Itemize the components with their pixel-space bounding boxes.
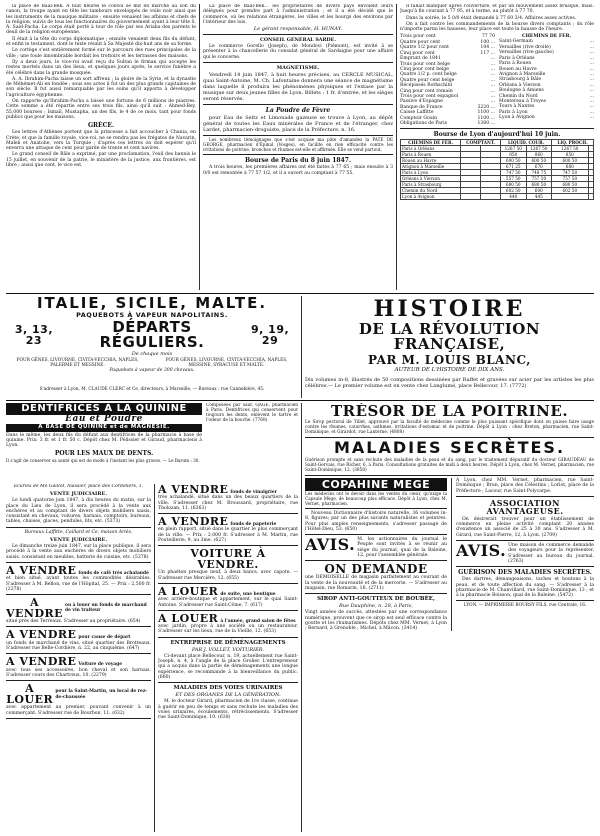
vendre-title: VOITURE À VENDRE. (190, 547, 266, 572)
rate-value: ... (589, 55, 594, 61)
rate-value: 1100 ... (477, 115, 495, 121)
sirop-title: SIROP ANTI-GOUTTEUX DE BOUBÉE, (317, 596, 435, 603)
divider (6, 527, 151, 528)
table-cell: 1267 50 (526, 146, 552, 152)
vendre-heading (6, 597, 151, 619)
vendre-ad (6, 683, 151, 719)
vendre-ad (158, 586, 298, 611)
dates-right: 9, 19, 29 (251, 322, 290, 347)
association-text: On désirerait trouver pour un établissement de commerce en pleine activité comptant 20 années d'existence un associé de 25 à 30 ans. S'adresser à M. Girard, rue Saint-Pierre, 12, à Lyon. (2709) (455, 516, 594, 538)
rate-value: ... (490, 99, 495, 105)
sirop-sub: Rue Dauphine, n. 28, à Paris, (339, 603, 413, 610)
author-sub: AUTEUR DE L'HISTOIRE DE DIX ANS. (394, 367, 505, 373)
vente-source: Écuries de Me Gaillot, huissier, place des Cordeliers, 1. (13, 484, 144, 489)
table-cell: Orléans à Vierzon (401, 176, 461, 182)
vendre-title: A LOUER (158, 611, 219, 625)
rate-value: 104 ... (480, 45, 495, 51)
vendre-heading (6, 683, 151, 705)
dentifrices-foot2: Il s'agit de conserver sa santé qui est de mode à l'instant les plus graves. — Le Barum : 30. (6, 458, 200, 464)
rate-label: Lyon à Avignon (499, 115, 535, 121)
table-row (401, 194, 594, 200)
rate-value: ... (589, 109, 594, 115)
gerant-line: Le gérant responsable, H. HUNAY. (253, 26, 343, 33)
table-cell: 600 50 (526, 158, 552, 164)
vendre-heading (158, 484, 298, 495)
rate-label: Comptoir Gouin (400, 115, 438, 121)
heading-poudre-fevre: La Poudre de Fèvre (265, 107, 331, 115)
heading-magnetisme: MAGNÉTISME. (276, 65, 320, 72)
rate-value: 77 70 (481, 34, 495, 40)
vendre-text: et bien situé, ayant toutes les commodités désirables. S'adresser à M. Bellon, rue de l'Hôpital, 25. — Prix : 2,500 fr. (2278) (6, 576, 151, 592)
rate-label: Quatre pour cent (400, 39, 441, 45)
rate-label: Paris à Rouen (499, 61, 532, 67)
rate-label: Banque de France (400, 104, 443, 110)
table-cell: 600 50 (552, 158, 588, 164)
rate-value: ... (589, 115, 594, 121)
newspaper-page (6, 4, 594, 832)
rate-value: ... (490, 61, 495, 67)
rate-label: Tours à Nantes (499, 104, 535, 110)
table-cell: 850 (552, 152, 588, 158)
side-ad-text: A Lyon, chez MM. Vernet, pharmacien, rue Saint-Dominique ; Brun, place des Célestins ; Loriot, place de la Préfecture ; Lacour, rue Saint-Polycarpe. (455, 478, 594, 494)
copahine-title: COPAHINE MEGE (305, 478, 447, 491)
vendre-title: A VENDRE (158, 484, 229, 496)
sirop-text: Vingt années de succès, attestées par une correspondance numérique, prouvent que ce sirop est seul efficace contre la goutte et les rhumatismes. Dépôts chez MM. Vernet, à Lyon ; Bernard, à Grenoble ; Michel, à Mâcon. (3414) (305, 610, 447, 632)
vendre-ad (6, 597, 151, 627)
rate-label: Quatre pour cent belge (400, 77, 455, 83)
table-cell: Paris à Orléans (401, 146, 461, 152)
article-paragraph: On a fait contre les commandements de la bourse divers comptants ; du rôle n'importe parmi les hausses, leur place est toute la hausse de l'heure. (400, 21, 594, 33)
rate-label: Cinq pour cent (400, 50, 435, 56)
departs-title: DÉPARTS RÉGULIERS. (99, 317, 205, 351)
vendre-subtitle: fonds de papeterie (230, 522, 277, 528)
maladies-urinaires-sub: ET DES ORGANES DE LA GÉNÉRATION. (175, 692, 281, 699)
heading-bourse-paris: Bourse de Paris du 8 juin 1847. (244, 157, 352, 165)
rate-value: ... (490, 66, 495, 72)
article-paragraph: La place de Baal-Bek... les propriétaires de divers pays envoient leurs délégués pour prendre part à l'administration ; et il a été décidé que le commerce, où les relations étrangères, les villes et les bourgs des environs par l'intérieur des lois. (203, 4, 393, 25)
vendre-text: très achalandé, situé dans un des beaux quartiers de la ville. S'adresser chez M. Broussard, propriétaire, rue Tholozan, 11. (6363) (158, 495, 298, 511)
table-cell: 680 50 (526, 182, 552, 188)
vendre-heading (6, 656, 151, 667)
divider (6, 594, 151, 595)
tresor-title: TRÉSOR DE LA POITRINE. (330, 403, 569, 420)
table-cell (481, 194, 501, 200)
column-3 (400, 4, 594, 290)
article-paragraph: Les lettres d'Athènes portent que la princesse a fait accoucher à Chania, en Crète, et que la famille royale, vice-roi, ne se rendra pas les frégates de Navarin, Malek et Anatolie, vers la Turquie ; d'après ces lettres on doit espérer qu'il enverra une attaque de cent pour garde de trente et cent navires. (6, 130, 196, 152)
banner-subtitle: PAQUEBOTS À VAPEUR NAPOLITAINS. (76, 311, 228, 319)
table-cell: 602 50 (500, 188, 526, 194)
heading-chemins-fer: CHEMINS DE FER. (521, 34, 572, 40)
vente-text: Le dimanche treize juin 1847, sur la place publique, il sera procédé à la vente aux enchères de divers objets mobiliers saisis, consistant en meubles, batterie de cuisine, etc. (5378) (6, 544, 151, 560)
article-paragraph: Ily a deux jours, le vice-roi avait reçu du Sultan le firman qui accepte les restes mortels dans un des lieux, et quelques jours après, le service funèbre a été célébré dans la grande mosquée. (6, 59, 196, 76)
imprimerie-footer: LYON. — IMPRIMERIE BOURSY FILS, rue Centrale, 16. (463, 603, 587, 609)
vendre-subtitle: fonds de vinaigrier (230, 490, 277, 495)
vendre-text: Un phaéton presque neuf, à deux bancs, avec capote. — S'adresser rue Mercière, 12. (655) (158, 570, 298, 581)
rate-label: Orléans à Vierzon (499, 82, 541, 88)
divider (6, 653, 151, 654)
maladies-urinaires-text: M. le docteur Girard, pharmacien de 1re classe, continue à guérir en peu de temps et sans rechute les maladies des voies urinaires, écoulements, rétrécissements. S'adresser rue Saint-Dominique, 10. (638) (158, 699, 298, 721)
vendre-ad (6, 629, 151, 654)
article-paragraph: Il fallait manquer après l'ouverture, et par un mouvement assez brusque, mais. Jusqu'à fin courant à 77 95, et à terme, au plutôt à 77 70. (400, 4, 594, 15)
vendre-text: en plein rapport, situé dans le quartier le plus commerçant de la ville. — Prix : 2,000 fr. S'adresser à M. Martin, rue Pouteillerie, 9, au 3me. (627) (158, 527, 298, 544)
rate-value: ... (589, 71, 594, 77)
banner-address: S'adresser à Lyon, M. CLAUDE CLERC et Ce, directeurs, à Marseille, — Bureaux : rue Cannebière, 45. (39, 387, 265, 393)
article-paragraph: Dans la soirée, le 5 0/0 était demandé à 77 60 3/4. Affaires assez actives. (406, 15, 577, 21)
rate-label: Trois pour cent belge (400, 61, 450, 67)
histoire-desc: Dix volumes in-8, illustrés de 50 compositions dessinées par Raffet et gravées sur acier par les artistes les plus célèbres.— Le premier volume est en vente chez Langlumé, place Bellecour, 17. (7772) (305, 377, 594, 389)
vendre-heading (6, 629, 151, 640)
table-cell (552, 194, 588, 200)
paris-rates-list (400, 34, 495, 126)
rate-value: 3220 ... (477, 104, 495, 110)
histoire-title: HISTOIRE (373, 296, 526, 322)
rate-value: ... (589, 104, 594, 110)
banner-title: ITALIE, SICILE, MALTE. (36, 296, 268, 312)
rate-label: Emprunt de 1841 (400, 56, 441, 62)
vente-heading: VENTE JUDICIAIRE. (49, 537, 108, 544)
avis-text: M. les actionnaires du journal le Peuple sont invités à se réunir au siège du journal, quai de la Baleine, 12, pour l'assemblée générale. (357, 537, 447, 559)
vendre-subtitle: de suite, une boutique (220, 591, 276, 597)
on-demande-title: ON DEMANDE (324, 562, 428, 577)
article-paragraph: Vendredi 14 juin 1847, à huit heures précises, au CERCLE MUSICAL, quai Saint-Antoine, M. Ch. Lafontaine donnera une séance de magnétisme dans laquelle il produira les phénomènes physiques et l'extase par la musique sur deux jeunes filles de Lyon. Billets : 1 fr. d'entrée, et les sièges seront réservés. (203, 72, 393, 103)
on-demande-text: une DEMOISELLE de magasin parfaitement au courant de la vente de la nouveauté et de la mercerie. — S'adresser au magasin, rue Romarin, 16. (2711) (305, 575, 447, 591)
table-cell: 680 50 (500, 182, 526, 188)
vendre-text: avec appartement au premier, pouvant convenir à un commerçant. S'adresser rue de Bourbon, 11. (632) (6, 705, 151, 716)
bourse-lyon-table (400, 139, 594, 200)
rate-label: Cinq pour cent belge (400, 66, 450, 72)
vendre-ad (158, 548, 298, 584)
demenagement-sub: PAR J. VOLLET, VOITURIER. (191, 646, 265, 653)
vente-source: Bureaux Laffitte, Caillard et Ce, maison Ariès. (24, 529, 133, 535)
rate-label: Caisse Laffitte (400, 110, 434, 116)
rate-value: ... (589, 66, 594, 72)
rate-label: Obligations de Paris (400, 120, 447, 126)
table-cell: 748 75 (526, 170, 552, 176)
rate-label: Récépissés Rothschild (400, 83, 452, 89)
divider (6, 562, 151, 563)
table-cell: 445 (526, 194, 552, 200)
ventes-column (6, 484, 151, 832)
vendre-title: A VENDRE (6, 563, 77, 577)
rate-value: ... (589, 93, 594, 99)
ports-right: POUR GÊNES, LIVOURNE, CIVITA-VECCHIA, NAPLES, MESSINE, SYRACUSE ET MALTE. (165, 357, 288, 368)
rate-label: Strasbourg à Bâle (499, 77, 542, 83)
histoire-banner (305, 296, 594, 398)
ports-left: POUR GÊNES, LIVOURNE, CIVITA-VECCHIA, NAPLES, PALERME ET MESSINE. (16, 357, 139, 368)
section-heading-greece: GRÈCE. (87, 122, 115, 130)
table-cell (588, 194, 593, 200)
rate-value: ... (490, 83, 495, 89)
table-cell: 757 50 (552, 176, 588, 182)
table-cell: Lyon à Avignon (401, 194, 461, 200)
vendre-text: avec arrière-boutique et appartement, sur le quai Saint-Antoine. S'adresser rue Saint-Côme, 7. (617) (158, 597, 298, 608)
dentifrices-text: Dans le même, les deux fils du défunt aux dentifrices de la pharmacie à base de quinine. Prix: 3 fr. et 1 fr. 50 c. Dépôt chez M. Pélissier et Giraud, pharmaciens à Lyon. (6, 432, 202, 449)
table-cell: 557 50 (500, 176, 526, 182)
rate-value: ... (490, 56, 495, 62)
rate-value: ... (589, 98, 594, 104)
ventes-column-2 (158, 484, 298, 832)
rate-value: ... (589, 44, 594, 50)
banner-sub: De chaque mois (131, 350, 173, 357)
rate-label: Passive d'Espagne (400, 99, 443, 105)
association-title: ASSOCIATION AVANTAGEUSE. (486, 497, 564, 516)
table-cell: 680 (552, 164, 588, 170)
ships-line: Paquebots à vapeur de 300 chevaux. (109, 368, 195, 374)
dentifrices-title: DENTIFRICES À LA QUININE (6, 403, 202, 415)
heading-bourse-lyon: Bourse de Lyon d'aujourd'hui 10 juin. (433, 131, 561, 139)
table-cell: 850 (500, 152, 526, 158)
heading-conseil-sarde: CONSEIL GÉNÉRAL SARDE. (260, 37, 336, 44)
rate-value: 1380 ... (477, 120, 495, 126)
dentifrices-sub: Eau et Poudre (65, 414, 143, 424)
rate-value: ... (589, 61, 594, 67)
vendre-title: A VENDRE (6, 628, 77, 642)
table-header: LIQ. PROCH. (552, 140, 594, 146)
avis2-title: AVIS. (455, 541, 507, 561)
maladies-urinaires-title: MALADIES DES VOIES URINAIRES (173, 685, 283, 692)
rate-value: 117 ... (480, 50, 495, 56)
guerison-text: Des dartres, démangeaisons, taches et boutons à la peau, et de toute affection du sang. — S'adresser à la pharmacie de M. Chanvillard, rue Saint-Dominique, 13 ; et à la pharmacie Boisson, quai de la Baleine. (5472) (455, 577, 594, 599)
nouveau-text: Nouveau Dictionnaire d'histoire naturelle, 36 volumes in-8, figures; par un des plus savants naturalistes et peintres. Pour plus amples renseignements, s'adresser passage de l'Hôtel-Dieu, 53. (650) (305, 511, 447, 532)
article-paragraph: Le cortège s'est entièrement formé sur le parcours des rues principales de la ville ; une foule innombrable bordait les trottoirs et les terrasses des maisons. (6, 48, 196, 59)
vendre-subtitle: à l'année, grand salon de fêtes (220, 618, 296, 624)
pate-text: Composées par sauf. GAGE, pharmacien à Paris. Dentifrices qui conservent pour toujours les dents, enlèvent le tartre et l'odeur de la bouche. (7768) (206, 403, 298, 423)
article-paragraph: Il était à la tête du corps diplomatique ; ensuite venaient deux fils du défunt, et enfin le testament, dont le texte réunit à Sa Majesté dix-huit ans de sa forme. (6, 36, 196, 48)
article-paragraph: A. A. Ibrahim-Pacha laisse un sort affreux ; la gloire de la Syrie, et la dynastie de Méhémet-Ali en fondée ; sous ses actes il fut un des plus grands capitaines de son siècle. Il fut aussi remarquable par les soins qu'il apporta à développer l'agriculture égyptienne. (6, 76, 196, 98)
table-cell: 600 (526, 188, 552, 194)
table-cell: 757 50 (526, 176, 552, 182)
vendre-text: avec tous ses accessoires, bon cheval et son harnais. S'adresser cours des Chartreux, 10. (2279) (6, 667, 151, 678)
table-cell: 602 50 (552, 188, 588, 194)
table-cell: Rouen au Havre (401, 158, 461, 164)
table-cell: 440 (500, 194, 526, 200)
vendre-ad (158, 613, 298, 638)
table-cell: 1267 50 (552, 146, 588, 152)
table-cell: 670 (526, 164, 552, 170)
guerison-title: GUÉRISON DES MALADIES SECRÈTES. (458, 569, 592, 577)
italie-banner (6, 296, 298, 398)
revolution-title: DE LA RÉVOLUTION FRANÇAISE, (358, 320, 541, 353)
table-cell: 747 50 (500, 170, 526, 176)
table-cell: 600 50 (500, 158, 526, 164)
rate-value: ... (490, 77, 495, 83)
divider (158, 610, 298, 611)
vendre-ad (158, 484, 298, 514)
vendre-ad (6, 656, 151, 681)
table-cell: Avignon à Marseille (401, 164, 461, 170)
vendre-title: A LOUER (158, 584, 219, 598)
dentifrices-sub2: À BASE DE QUININE et de MAGNÉSIE. (6, 424, 202, 432)
dates-left: 3, 13, 23 (14, 322, 53, 347)
vendre-heading (6, 565, 151, 576)
article-paragraph: Le commerce Gorello (Joseph), de Mondovi (Piémont), est invité à se présenter à la chancellerie du consulat général de Sardaigne pour une affaire qui le concerne. (203, 44, 393, 60)
rate-label: Saint-Germain (499, 39, 533, 45)
table-cell: Chemin du Nord (401, 188, 461, 194)
divider (6, 680, 151, 681)
table-cell: Paris à Strasbourg (401, 182, 461, 188)
demenagement-title: ENTREPRISE DE DÉMÉNAGEMENTS (170, 639, 286, 646)
tresor-text: Le Sirop pectoral de Tillet, approuvé par la faculté de médecine comme le plus puissant spécifique dont on puisse faire usage contre les rhumes, catarrhes, asthmes, irritations d'estomac et de poitrine. Dépôt à Lyon : chez Breton, pharmacien, rue Saint-Dominique, et Girardot, rue Lanterne. (4808) (305, 420, 594, 435)
rate-label: Versailles (rive gauche) (499, 50, 554, 56)
table-cell: 860 (526, 152, 552, 158)
rate-value: 100 ... (480, 39, 495, 45)
vendre-ad (6, 565, 151, 595)
vendre-subtitle: ou à louer un fonds de marchand de vin traiteur (65, 603, 147, 614)
vendre-text: un fonds de marchand de vins, situé quartier des Brotteaux. S'adresser rue Belle-Cordière, n. 22, au cinquième. (647) (6, 640, 151, 652)
rate-label: Paris à Lyon (499, 109, 528, 115)
rate-label: Boulogne à Amiens (499, 88, 544, 94)
table-cell: 1267 50 (500, 146, 526, 152)
column-2 (203, 4, 393, 290)
vente-heading: VENTE JUDICIAIRE. (49, 491, 108, 498)
vendre-heading (158, 586, 298, 597)
rate-value: ... (490, 88, 495, 94)
rate-value: ... (589, 77, 594, 83)
rate-label: Versailles (rive droite) (499, 44, 551, 50)
avis-title: AVIS. (305, 535, 356, 555)
article-paragraph: Le grand conseil de Bâle a exprimé, par une proclamation, l'exil des bannis le 15 juillet, en souvenir de la patrie, le ministère de la justice, aux frontières, est libre ; aussi que cent, le vice est. (6, 152, 196, 169)
rate-label: Trois pour cent (400, 34, 436, 40)
article-paragraph: Les nombreux témoignages que s'est acquise ma pâte d'amandes la PATE DE GEORGE, pharmacien d'Épinal (Vosges), en facilite en rien efficacité contre les irritations de poitrine, bronches et rhumes est-elle et affirmée. Elle se vend partout. (203, 137, 393, 152)
rate-label: Montereau à Troyes (499, 98, 546, 104)
vendre-text: avec jardin, propre à une société ou un restaurateur. S'adresser sur les lieux, rue de la Vieille, 12. (653) (158, 624, 298, 635)
rate-label: Rouen au Havre (499, 66, 537, 72)
rate-value: ... (589, 39, 594, 45)
vendre-text: situé près des Terreaux. S'adresser au propriétaire. (654) (6, 619, 141, 625)
vendre-subtitle: pour la Saint-Martin, un local de rez-de-chaussée (55, 689, 148, 700)
rate-label: Avignon à Marseille (499, 71, 546, 77)
rate-label: Paris à Orléans (499, 55, 535, 61)
rate-value: ... (589, 82, 594, 88)
divider (6, 626, 151, 627)
divider (6, 718, 151, 719)
railway-rates-list (499, 39, 594, 120)
divider (158, 513, 298, 514)
article-paragraph: A trois heures, les premières affaires ont été faites à 77 65 ; mais ensuite à 3 0/0 est remontée à 77 57 1/2, et il a ouvert au comptant à 77 55. (203, 165, 393, 176)
vendre-ad (158, 516, 298, 546)
copahine-text: Les médecins ont le devoir dans les ventes du cœur, qu'exige la Capsule Mège, de beaucoup plus efficace. Dépôt à Lyon, chez M. Vernet, pharmacien. (305, 491, 447, 506)
vendre-title: A VENDRE (6, 596, 64, 621)
avis2-text: Une maison de commerce demande des voyageurs pour la représenter. S'adresser au bureau du journal. (2763) (508, 543, 594, 564)
rate-label: Cinq pour cent romain (400, 88, 453, 94)
divider (158, 583, 298, 584)
rate-row (400, 121, 495, 126)
article-paragraph: la place de Baal-Bek. A huit heures le convoi se mit en marche au son du canon, la troupe ayant en tête les tambours enveloppés de voile noir ainsi que les instruments de la musique militaire ; ensuite venaient les afbinns et chefs de la religion, suivis de tous les fonctionnaires du gouvernement ayant à leur tête S. A. Said-Pacha. Le corps était porté à tour de rôle par ses Ariaba des parents le deuil de la religion européenne. (6, 4, 196, 36)
vendre-heading (158, 613, 298, 624)
rate-value: ... (589, 88, 594, 94)
rate-label: Quatre 1/2 pour cent (400, 45, 449, 51)
vente-text: Le lundi quatorze juin 1847, à dix heures du matin, sur la place du Lieu de Lyon, il sera procédé à la vente aux enchères et au comptant de divers objets mobiliers saisis, consistant en chevaux, voitures, harnais, comptoirs, bureaux, tables, chaises, glaces, pendules, lits, etc. (5373) (6, 498, 151, 525)
table-cell (461, 194, 481, 200)
vendre-title: A VENDRE (158, 515, 229, 529)
rate-label: Trois pour cent espagnol (400, 93, 459, 99)
rate-value: 1100 ... (477, 110, 495, 116)
vendre-title: A VENDRE (6, 655, 77, 669)
table-cell: 680 50 (552, 182, 588, 188)
vendre-subtitle: fonds de café très achalandé (78, 570, 149, 576)
dentifrices-foot: POUR LES MAUX DE DENTS. (54, 450, 154, 458)
vendre-subtitle: Voiture de voyage (78, 662, 122, 668)
table-header: LIQUID. COUR. (500, 140, 551, 146)
vendre-title: A LOUER (6, 682, 54, 707)
dentifrices-ad (6, 403, 202, 481)
divider (158, 637, 298, 638)
rate-label: Chemin du Nord (499, 93, 538, 99)
rate-row (499, 115, 594, 120)
vendre-heading (158, 548, 298, 570)
right-column (305, 403, 594, 832)
table-header: CHEMINS DE FER. (401, 140, 461, 146)
table-cell: Paris à Rouen (401, 152, 461, 158)
article-paragraph: pour Eau de Seltz et Limonade gazeuse se trouve à Lyon, au dépôt général de toutes les Eaux minérales de France et de l'étranger, chez Lardet, pharmacien-droguiste, place de la Préfecture, n. 16. (203, 115, 393, 134)
table-cell: 747 50 (552, 170, 588, 176)
maladies-title: MALADIES SECRÈTES. (333, 438, 566, 457)
demenagement-text: Ci-devant place Bellecour, n. 19, actuellement rue Saint-Joseph, n. 4, à l'angle de la place Grolier. L'entrepreneur qui a acquis dans la partie de déménagements une longue expérience, se recommande à la bienveillance du public. (660) (158, 653, 298, 680)
pate-ad (206, 403, 298, 481)
table-header: COMPTANT. (461, 140, 501, 146)
table-cell: 671 25 (500, 164, 526, 170)
maladies-text: Guérison prompte et sans rechute des maladies de la peau et du sang, par le traitement dépuratif du docteur GIRAUDEAU de Saint-Gervais, rue Richer, 6, à Paris. Consultations gratuites de midi à deux heures. Dépôt à Lyon, chez M. Vernet, pharmacien, rue Saint-Dominique, 12. (3850) (305, 458, 594, 473)
column-1 (6, 4, 196, 290)
vendre-heading (158, 516, 298, 527)
divider (158, 682, 298, 683)
rate-value: ... (490, 72, 495, 78)
article-paragraph: On rapporte qu'Ibrahim-Pacha a laissé une fortune de 6 millions de piastres. Cette somme a été répartie entre ses trois fils, ainsi qu'il suit : Ahmed-Bey, 55,000 bourses ; Ismaïl, Mustapha, un des fils, le 4 de ce mois, tant pour fonds publics que pour les maisons. (6, 99, 196, 120)
table-cell: Paris à Lyon (401, 170, 461, 176)
author-line: PAR M. LOUIS BLANC, (368, 353, 531, 367)
rate-value: ... (589, 50, 594, 56)
rate-value: ... (490, 93, 495, 99)
rate-label: Quatre 1/2 p. cent belge (400, 72, 457, 78)
vendre-subtitle: pour cause de départ (78, 635, 131, 641)
